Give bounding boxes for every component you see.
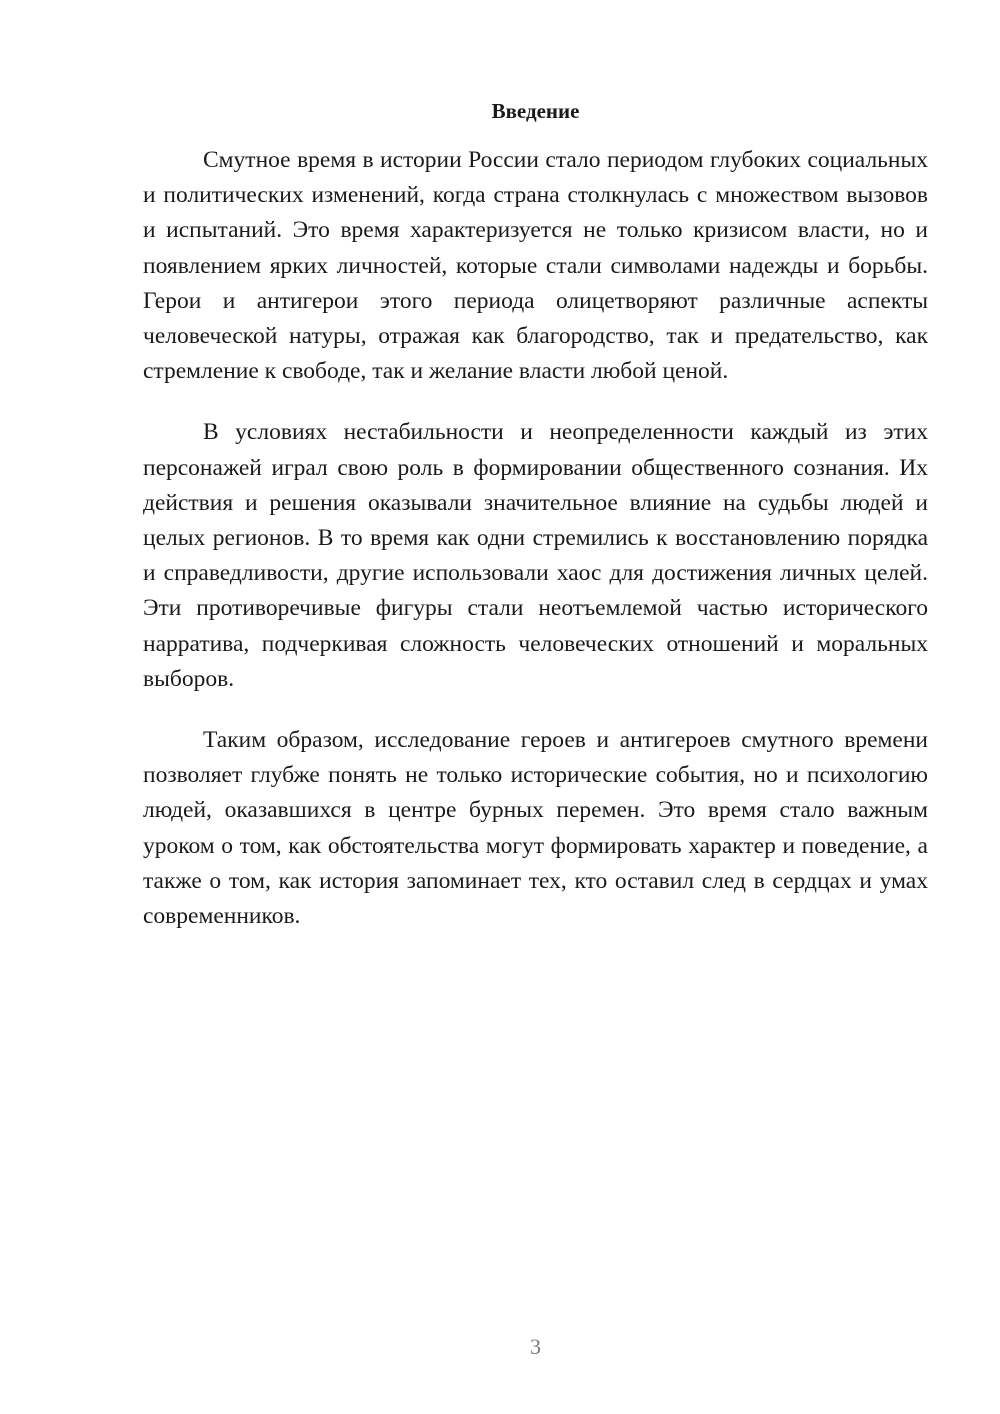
page-number: 3 [530,1334,541,1359]
section-heading: Введение [491,99,580,123]
paragraph-1: Смутное время в истории России стало периодом глубоких социальных и политических изменений, когда страна столкнулась с множеством вызовов и испытаний. Это время характеризуется не только кризисом власти, но и появлением ярких личностей, которые стали символами надежды и борьбы. Герои и антигерои этого периода олицетворяют различные аспекты человеческой натуры, отражая как благородство, так и предательство, как стремление к свободе, так и желание власти любой ценой. [143,147,928,385]
body-text [143,143,928,960]
paragraph-3: Таким образом, исследование героев и антигероев смутного времени позволяет глубже понять не только исторические события, но и психологию людей, оказавшихся в центре бурных перемен. Это время стало важным уроком о том, как обстоятельства могут формировать характер и поведение, а также о том, как история запоминает тех, кто оставил след в сердцах и умах современников. [143,727,928,930]
paragraph-2: В условиях нестабильности и неопределенности каждый из этих персонажей играл свою роль в формировании общественного сознания. Их действия и решения оказывали значительное влияние на судьбы людей и целых регионов. В то время как одни стремились к восстановлению порядка и справедливости, другие использовали хаос для достижения личных целей. Эти противоречивые фигуры стали неотъемлемой частью исторического нарратива, подчеркивая сложность человеческих отношений и моральных выборов. [143,419,928,692]
